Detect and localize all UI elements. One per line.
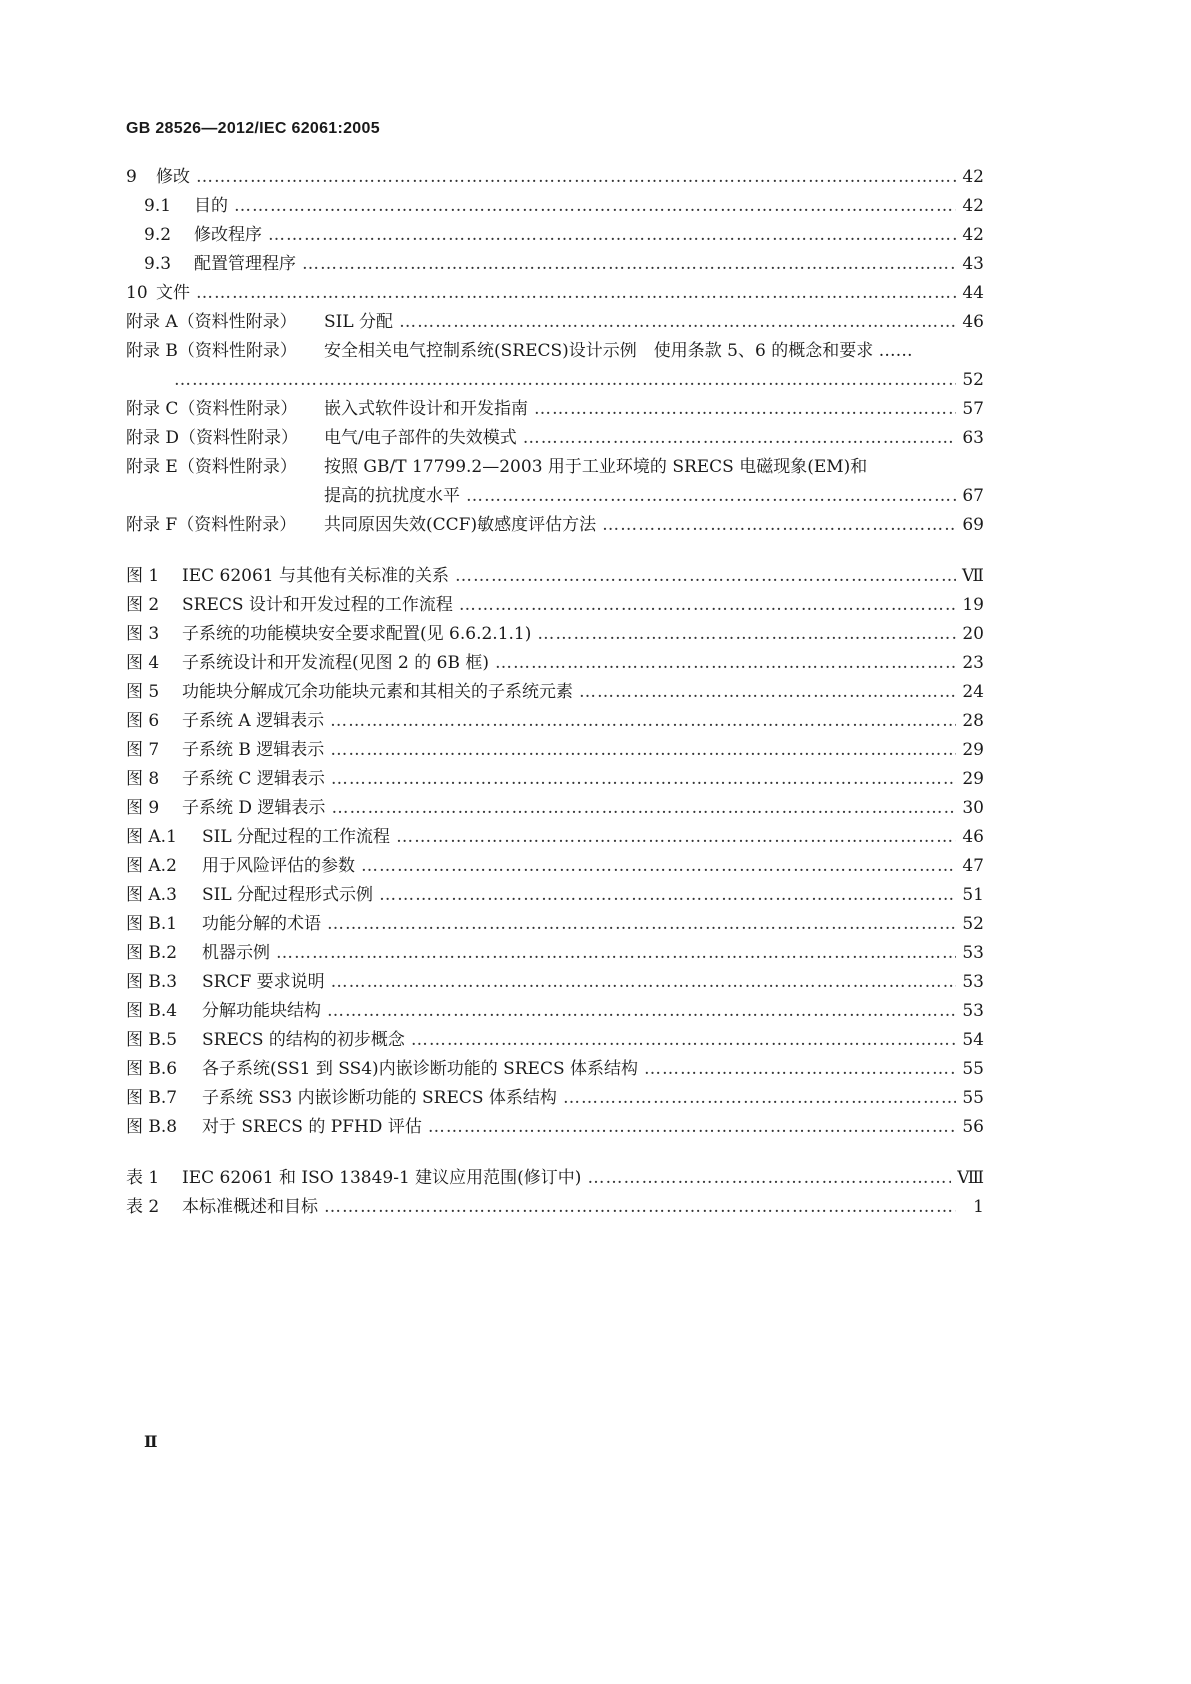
leader-dots (234, 192, 956, 221)
figure-entry (126, 620, 984, 649)
figure-entry (126, 852, 984, 881)
entry-page: 51 (962, 885, 984, 905)
entry-title: 子系统 C 逻辑表示 (182, 769, 325, 789)
entry-number: 9.1 (144, 196, 172, 216)
leader-dots (459, 591, 956, 620)
toc-entry (126, 395, 984, 424)
entry-page: 55 (962, 1059, 984, 1079)
toc-entry (126, 511, 984, 540)
entry-number: 附录 F（资料性附录） (126, 515, 297, 535)
entry-title: 电气/电子部件的失效模式 (324, 428, 517, 448)
entry-number: 图 A.3 (126, 885, 177, 905)
entry-number: 图 B.1 (126, 914, 178, 934)
entry-number: 附录 A（资料性附录） (126, 312, 297, 332)
leader-dots (324, 1193, 956, 1222)
entry-number: 图 6 (126, 711, 160, 731)
entry-number: 9 (126, 167, 137, 187)
entry-page: 42 (962, 225, 984, 245)
entry-page: 44 (962, 283, 984, 303)
table-entry (126, 1164, 984, 1193)
toc-entry (126, 453, 984, 482)
leader-dots (495, 649, 956, 678)
entry-page: 69 (962, 515, 984, 535)
toc-entry (126, 192, 984, 221)
leader-dots (466, 482, 956, 511)
figure-entry (126, 881, 984, 910)
entry-page: 42 (962, 196, 984, 216)
entry-title: 嵌入式软件设计和开发指南 (324, 399, 528, 419)
entry-page: 55 (962, 1088, 984, 1108)
entry-number: 图 8 (126, 769, 160, 789)
entry-title: 机器示例 (202, 943, 270, 963)
entry-number: 图 B.4 (126, 1001, 178, 1021)
entry-title: 本标准概述和目标 (182, 1197, 318, 1217)
entry-number: 图 3 (126, 624, 160, 644)
leader-dots (327, 997, 956, 1026)
entry-title: SRECS 设计和开发过程的工作流程 (182, 595, 453, 615)
entry-page: 47 (962, 856, 984, 876)
entry-number: 附录 D（资料性附录） (126, 428, 299, 448)
entry-page: 54 (962, 1030, 984, 1050)
figure-entry (126, 1055, 984, 1084)
figure-entry (126, 765, 984, 794)
leader-dots (411, 1026, 956, 1055)
entry-page: 63 (962, 428, 984, 448)
entry-title: 修改程序 (194, 225, 262, 245)
entry-page: Ⅶ (962, 566, 984, 586)
leader-dots (579, 678, 956, 707)
table-of-contents (126, 163, 984, 1222)
figure-entry (126, 1113, 984, 1142)
page-number: Ⅱ (144, 1432, 158, 1451)
entry-title: 各子系统(SS1 到 SS4)内嵌诊断功能的 SRECS 体系结构 (202, 1059, 639, 1079)
leader-dots (276, 939, 956, 968)
entry-title: 子系统的功能模块安全要求配置(见 6.6.2.1.1) (182, 624, 532, 644)
entry-number: 附录 B（资料性附录） (126, 341, 297, 361)
entry-title: 子系统 SS3 内嵌诊断功能的 SRECS 体系结构 (202, 1088, 557, 1108)
figure-list (126, 562, 984, 1142)
entry-number: 表 2 (126, 1197, 160, 1217)
entry-title: 目的 (194, 196, 228, 216)
figure-entry (126, 562, 984, 591)
leader-dots (268, 221, 956, 250)
entry-title: IEC 62061 和 ISO 13849-1 建议应用范围(修订中) (182, 1168, 582, 1188)
leader-dots (534, 395, 956, 424)
entry-page: 52 (962, 914, 984, 934)
entry-title: 按照 GB/T 17799.2—2003 用于工业环境的 SRECS 电磁现象(EM)和 (324, 457, 868, 477)
entry-page: 29 (962, 740, 984, 760)
entry-title: 功能分解的术语 (202, 914, 321, 934)
figure-entry (126, 823, 984, 852)
toc-entry (126, 163, 984, 192)
entry-number: 图 B.7 (126, 1088, 178, 1108)
entry-number: 图 A.2 (126, 856, 177, 876)
leader-dots (174, 366, 956, 395)
entry-number: 图 2 (126, 595, 160, 615)
leader-dots (563, 1084, 956, 1113)
entry-page: 43 (962, 254, 984, 274)
entry-page: 30 (962, 798, 984, 818)
entry-number: 10 (126, 283, 148, 303)
entry-title: 分解功能块结构 (202, 1001, 321, 1021)
entry-number: 图 B.8 (126, 1117, 178, 1137)
leader-dots (330, 707, 956, 736)
entry-title: 子系统 B 逻辑表示 (182, 740, 325, 760)
table-entry (126, 1193, 984, 1222)
figure-entry (126, 968, 984, 997)
entry-page: 53 (962, 972, 984, 992)
leader-dots (644, 1055, 956, 1084)
entry-page: 1 (973, 1197, 984, 1217)
entry-number: 9.3 (144, 254, 172, 274)
leader-dots (331, 765, 956, 794)
leader-dots (523, 424, 956, 453)
leader-dots (428, 1113, 956, 1142)
entry-title: SIL 分配 (324, 312, 394, 332)
toc-entry (126, 221, 984, 250)
entry-title: 功能块分解成冗余功能块元素和其相关的子系统元素 (182, 682, 573, 702)
figure-entry (126, 649, 984, 678)
entry-page: 24 (962, 682, 984, 702)
table-list (126, 1164, 984, 1222)
leader-dots (331, 968, 956, 997)
figure-entry (126, 997, 984, 1026)
entry-number: 图 9 (126, 798, 160, 818)
figure-entry (126, 736, 984, 765)
entry-number: 图 B.2 (126, 943, 178, 963)
entry-page: 23 (962, 653, 984, 673)
entry-title: SIL 分配过程的工作流程 (202, 827, 391, 847)
figure-entry (126, 591, 984, 620)
entry-page: 53 (962, 1001, 984, 1021)
toc-entry (126, 250, 984, 279)
toc-entry-continuation (126, 366, 984, 395)
leader-dots (327, 910, 956, 939)
figure-entry (126, 1026, 984, 1055)
entry-number: 图 7 (126, 740, 160, 760)
entry-page: 52 (962, 370, 984, 390)
entry-number: 图 4 (126, 653, 160, 673)
entry-title: 子系统设计和开发流程(见图 2 的 6B 框) (182, 653, 490, 673)
leader-dots (455, 562, 956, 591)
toc-entry (126, 279, 984, 308)
entry-page: 29 (962, 769, 984, 789)
leader-dots (379, 881, 956, 910)
leader-dots (196, 163, 956, 192)
entry-page: 28 (962, 711, 984, 731)
entry-title: SIL 分配过程形式示例 (202, 885, 374, 905)
entry-title: 安全相关电气控制系统(SRECS)设计示例 使用条款 5、6 的概念和要求 …… (324, 341, 913, 361)
entry-title: 文件 (156, 283, 190, 303)
entry-number: 图 5 (126, 682, 160, 702)
entry-title-continuation: 提高的抗扰度水平 (324, 486, 460, 506)
leader-dots (399, 308, 956, 337)
entry-page: 46 (962, 312, 984, 332)
leader-dots (196, 279, 956, 308)
entry-number: 9.2 (144, 225, 172, 245)
leader-dots (587, 1164, 951, 1193)
toc-entry-continuation (126, 482, 984, 511)
entry-title: IEC 62061 与其他有关标准的关系 (182, 566, 450, 586)
entry-page: 56 (962, 1117, 984, 1137)
leader-dots (361, 852, 956, 881)
entry-page: 57 (962, 399, 984, 419)
entry-number: 附录 C（资料性附录） (126, 399, 298, 419)
toc-entry (126, 424, 984, 453)
entry-number: 附录 E（资料性附录） (126, 457, 297, 477)
leader-dots (331, 794, 956, 823)
entry-number: 图 B.6 (126, 1059, 178, 1079)
entry-page: 20 (962, 624, 984, 644)
entry-title: SRCF 要求说明 (202, 972, 325, 992)
entry-title: 共同原因失效(CCF)敏感度评估方法 (324, 515, 597, 535)
leader-dots (396, 823, 956, 852)
toc-entry (126, 337, 984, 366)
toc-entry (126, 308, 984, 337)
leader-dots (330, 736, 956, 765)
figure-entry (126, 707, 984, 736)
leader-dots (602, 511, 956, 540)
entry-title: SRECS 的结构的初步概念 (202, 1030, 405, 1050)
entry-number: 图 A.1 (126, 827, 177, 847)
entry-title: 对于 SRECS 的 PFHD 评估 (202, 1117, 422, 1137)
leader-dots (302, 250, 956, 279)
figure-entry (126, 1084, 984, 1113)
figure-entry (126, 910, 984, 939)
entry-number: 图 B.5 (126, 1030, 178, 1050)
entry-title: 子系统 D 逻辑表示 (182, 798, 326, 818)
entry-number: 图 B.3 (126, 972, 178, 992)
figure-entry (126, 939, 984, 968)
entry-page: 19 (962, 595, 984, 615)
figure-entry (126, 678, 984, 707)
entry-number: 表 1 (126, 1168, 160, 1188)
entry-page: 53 (962, 943, 984, 963)
entry-page: 67 (962, 486, 984, 506)
entry-title: 修改 (156, 167, 190, 187)
entry-number: 图 1 (126, 566, 160, 586)
entry-page: 42 (962, 167, 984, 187)
entry-title: 用于风险评估的参数 (202, 856, 355, 876)
entry-title: 配置管理程序 (194, 254, 296, 274)
entry-page: 46 (962, 827, 984, 847)
figure-entry (126, 794, 984, 823)
entry-title: 子系统 A 逻辑表示 (182, 711, 325, 731)
entry-page: Ⅷ (957, 1168, 984, 1188)
document-header: GB 28526—2012/IEC 62061:2005 (126, 120, 380, 137)
leader-dots (537, 620, 956, 649)
